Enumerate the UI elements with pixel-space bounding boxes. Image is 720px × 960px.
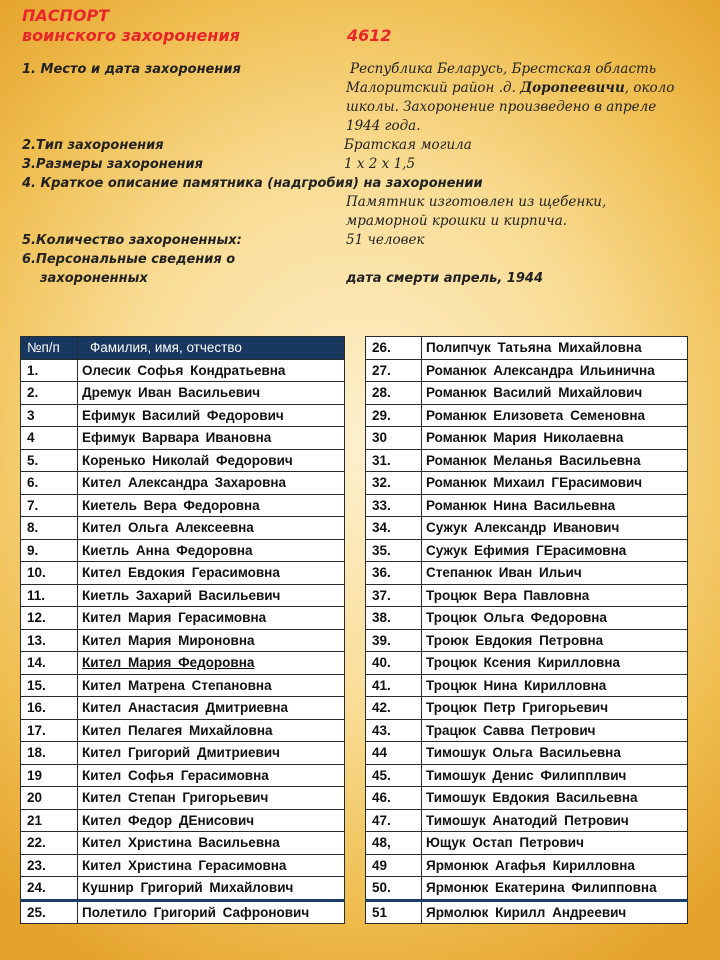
row-number: 13. — [21, 629, 78, 652]
row-full-name: Романюк Елизовета Семеновна — [422, 404, 688, 427]
field-value: Братская могила — [344, 137, 472, 153]
row-number: 35. — [366, 539, 422, 562]
row-full-name: Кител Александра Захаровна — [78, 472, 345, 495]
row-number: 42. — [366, 697, 422, 720]
table-row — [366, 517, 688, 540]
row-number: 34. — [366, 517, 422, 540]
row-number: 5. — [21, 449, 78, 472]
row-number: 17. — [21, 719, 78, 742]
table-row — [366, 472, 688, 495]
table-row — [21, 562, 345, 585]
row-full-name: Трацюк Савва Петрович — [422, 719, 688, 742]
table-row — [366, 697, 688, 720]
table-row — [366, 404, 688, 427]
table-row — [366, 877, 688, 901]
row-number: 33. — [366, 494, 422, 517]
row-full-name: Ярмонюк Екатерина Филипповна — [422, 877, 688, 901]
row-full-name: Романюк Михаил ГЕрасимович — [422, 472, 688, 495]
table-row — [366, 764, 688, 787]
passport-number: 4612 — [347, 26, 392, 45]
field-label — [22, 250, 702, 288]
row-full-name: Тимошук Евдокия Васильевна — [422, 787, 688, 810]
row-full-name: Кител Христина Герасимовна — [78, 854, 345, 877]
field-buried-count — [22, 231, 702, 250]
value-line-part: , около — [624, 80, 675, 96]
table-row — [366, 674, 688, 697]
row-number: 28. — [366, 382, 422, 405]
field-value — [344, 60, 696, 136]
row-number: 12. — [21, 607, 78, 630]
field-monument-description — [22, 174, 702, 231]
row-number: 2. — [21, 382, 78, 405]
table-row — [366, 719, 688, 742]
row-number: 40. — [366, 652, 422, 675]
row-full-name: Кител Евдокия Герасимовна — [78, 562, 345, 585]
table-row — [21, 900, 345, 924]
value-line: Республика Беларусь, Брестская область — [350, 61, 657, 77]
table-row — [366, 584, 688, 607]
table-row — [366, 494, 688, 517]
row-number: 29. — [366, 404, 422, 427]
row-full-name: Сужук Александр Иванович — [422, 517, 688, 540]
field-personal-info — [22, 250, 702, 288]
row-number: 31. — [366, 449, 422, 472]
table-row — [366, 629, 688, 652]
row-full-name: Ефимук Варвара Ивановна — [78, 427, 345, 450]
row-number: 49 — [366, 854, 422, 877]
table-row — [366, 382, 688, 405]
table-row — [366, 449, 688, 472]
table-row — [366, 832, 688, 855]
row-full-name: Киетль Анна Федоровна — [78, 539, 345, 562]
field-burial-size — [22, 155, 702, 174]
table-row — [366, 562, 688, 585]
row-number: 1. — [21, 359, 78, 382]
passport-header — [22, 6, 702, 288]
row-full-name: Кител Григорий Дмитриевич — [78, 742, 345, 765]
row-number: 18. — [21, 742, 78, 765]
table-row — [21, 877, 345, 901]
row-full-name: Ющук Остап Петрович — [422, 832, 688, 855]
value-line — [346, 79, 696, 98]
table-row — [366, 809, 688, 832]
table-row — [21, 629, 345, 652]
row-full-name: Романюк Александра Ильинична — [422, 359, 688, 382]
row-number: 26. — [366, 337, 422, 360]
table-row — [366, 607, 688, 630]
row-full-name: Полетило Григорий Сафронович — [78, 900, 345, 924]
row-full-name: Тимошук Денис Филипплвич — [422, 764, 688, 787]
field-label: 3.Размеры захоронения — [22, 157, 203, 172]
passport-title: ПАСПОРТ — [22, 6, 110, 25]
table-row — [366, 900, 688, 924]
table-row — [21, 832, 345, 855]
row-full-name: Кушнир Григорий Михайлович — [78, 877, 345, 901]
value-line-part: Малоритский район .д. — [346, 80, 521, 96]
table-row — [21, 517, 345, 540]
field-burial-place — [22, 60, 702, 136]
field-label: 2.Тип захоронения — [22, 138, 164, 153]
table-row — [21, 697, 345, 720]
value-line: 1944 года. — [346, 118, 421, 134]
table-row — [366, 337, 688, 360]
row-number: 46. — [366, 787, 422, 810]
row-full-name: Романюк Нина Васильевна — [422, 494, 688, 517]
row-full-name: Кител Мария Мироновна — [78, 629, 345, 652]
burial-table-left — [20, 336, 345, 924]
table-row — [366, 742, 688, 765]
row-number: 4 — [21, 427, 78, 450]
row-full-name: Тимошук Анатодий Петрович — [422, 809, 688, 832]
table-row — [366, 787, 688, 810]
row-full-name: Кител Анастасия Дмитриевна — [78, 697, 345, 720]
field-burial-type — [22, 136, 702, 155]
value-line: мраморной крошки и кирпича. — [346, 213, 568, 229]
field-label: 4. Краткое описание памятника (надгробия) на захоронении — [22, 176, 483, 191]
row-number: 21 — [21, 809, 78, 832]
row-full-name: Кител Матрена Степановна — [78, 674, 345, 697]
row-number: 22. — [21, 832, 78, 855]
row-number: 10. — [21, 562, 78, 585]
table-row — [21, 472, 345, 495]
row-full-name: Степанюк Иван Ильич — [422, 562, 688, 585]
value-line: Памятник изготовлен из щебенки, — [346, 194, 607, 210]
row-number: 37. — [366, 584, 422, 607]
row-number: 24. — [21, 877, 78, 901]
row-number: 16. — [21, 697, 78, 720]
row-number: 6. — [21, 472, 78, 495]
village-name: Доропеевичи — [520, 80, 625, 96]
row-number: 38. — [366, 607, 422, 630]
row-number: 36. — [366, 562, 422, 585]
row-number: 43. — [366, 719, 422, 742]
row-number: 48, — [366, 832, 422, 855]
table-row — [366, 652, 688, 675]
table-row — [366, 539, 688, 562]
row-number: 47. — [366, 809, 422, 832]
row-full-name: Кител Пелагея Михайловна — [78, 719, 345, 742]
row-number: 50. — [366, 877, 422, 901]
row-number: 7. — [21, 494, 78, 517]
row-number: 25. — [21, 900, 78, 924]
table-row — [21, 359, 345, 382]
row-full-name: Коренько Николай Федорович — [78, 449, 345, 472]
table-row — [366, 854, 688, 877]
table-row — [366, 359, 688, 382]
row-number: 9. — [21, 539, 78, 562]
row-number: 19 — [21, 764, 78, 787]
row-full-name: Троцюк Ксения Кирилловна — [422, 652, 688, 675]
field-value: 51 человек — [346, 232, 425, 248]
table-row — [21, 382, 345, 405]
header-number: №п/п — [21, 337, 78, 360]
row-number: 45. — [366, 764, 422, 787]
header-name: Фамилия, имя, отчество — [78, 337, 345, 360]
row-full-name: Романюк Мария Николаевна — [422, 427, 688, 450]
field-label: 1. Место и дата захоронения — [22, 62, 241, 77]
table-row — [21, 809, 345, 832]
table-row — [21, 854, 345, 877]
row-full-name: Кител Ольга Алексеевна — [78, 517, 345, 540]
row-full-name: Романюк Меланья Васильевна — [422, 449, 688, 472]
field-label: 5.Количество захороненных: — [22, 233, 242, 248]
row-number: 44 — [366, 742, 422, 765]
table-row — [21, 764, 345, 787]
table-row — [21, 787, 345, 810]
row-full-name: Ярмолюк Кирилл Андреевич — [422, 900, 688, 924]
table-header-row — [21, 337, 345, 360]
table-row — [21, 539, 345, 562]
row-full-name: Троцюк Нина Кирилловна — [422, 674, 688, 697]
row-number: 32. — [366, 472, 422, 495]
row-full-name: Кител Степан Григорьевич — [78, 787, 345, 810]
row-full-name: Олесик Софья Кондратьевна — [78, 359, 345, 382]
table-row — [21, 584, 345, 607]
label-line: 6.Персональные сведения о — [22, 252, 236, 267]
row-number: 20 — [21, 787, 78, 810]
row-number: 30 — [366, 427, 422, 450]
table-row — [366, 427, 688, 450]
field-value — [346, 193, 646, 231]
row-full-name: Троцюк Ольга Федоровна — [422, 607, 688, 630]
row-full-name: Кител Софья Герасимовна — [78, 764, 345, 787]
passport-subtitle-text: воинского захоронения — [22, 26, 240, 45]
table-row — [21, 742, 345, 765]
table-row — [21, 607, 345, 630]
row-full-name: Ефимук Василий Федорович — [78, 404, 345, 427]
row-number: 27. — [366, 359, 422, 382]
row-number: 23. — [21, 854, 78, 877]
row-full-name: Ярмонюк Агафья Кирилловна — [422, 854, 688, 877]
table-row — [21, 449, 345, 472]
label-line: захороненных — [40, 271, 148, 286]
table-row — [21, 652, 345, 675]
row-full-name: Троцюк Петр Григорьевич — [422, 697, 688, 720]
row-full-name: Дремук Иван Васильевич — [78, 382, 345, 405]
row-number: 39. — [366, 629, 422, 652]
row-full-name: Троцюк Вера Павловна — [422, 584, 688, 607]
row-number: 14. — [21, 652, 78, 675]
row-number: 11. — [21, 584, 78, 607]
field-value: 1 х 2 х 1,5 — [344, 156, 416, 172]
row-full-name: Троюк Евдокия Петровна — [422, 629, 688, 652]
row-full-name: Сужук Ефимия ГЕрасимовна — [422, 539, 688, 562]
row-number: 41. — [366, 674, 422, 697]
field-value: дата смерти апрель, 1944 — [346, 271, 543, 286]
row-number: 3 — [21, 404, 78, 427]
table-row — [21, 427, 345, 450]
row-full-name: Кител Мария Федоровна — [78, 652, 345, 675]
row-full-name: Романюк Василий Михайлович — [422, 382, 688, 405]
row-full-name: Киетль Захарий Васильевич — [78, 584, 345, 607]
table-row — [21, 719, 345, 742]
row-full-name: Кител Христина Васильевна — [78, 832, 345, 855]
value-line: школы. Захоронение произведено в апреле — [346, 99, 657, 115]
row-full-name: Тимошук Ольга Васильевна — [422, 742, 688, 765]
burial-table-right — [365, 336, 688, 924]
table-row — [21, 494, 345, 517]
row-number: 51 — [366, 900, 422, 924]
passport-subtitle — [22, 26, 702, 46]
row-full-name: Киетель Вера Федоровна — [78, 494, 345, 517]
row-full-name: Кител Федор ДЕнисович — [78, 809, 345, 832]
row-full-name: Полипчук Татьяна Михайловна — [422, 337, 688, 360]
row-number: 8. — [21, 517, 78, 540]
table-row — [21, 404, 345, 427]
row-number: 15. — [21, 674, 78, 697]
table-row — [21, 674, 345, 697]
row-full-name: Кител Мария Герасимовна — [78, 607, 345, 630]
